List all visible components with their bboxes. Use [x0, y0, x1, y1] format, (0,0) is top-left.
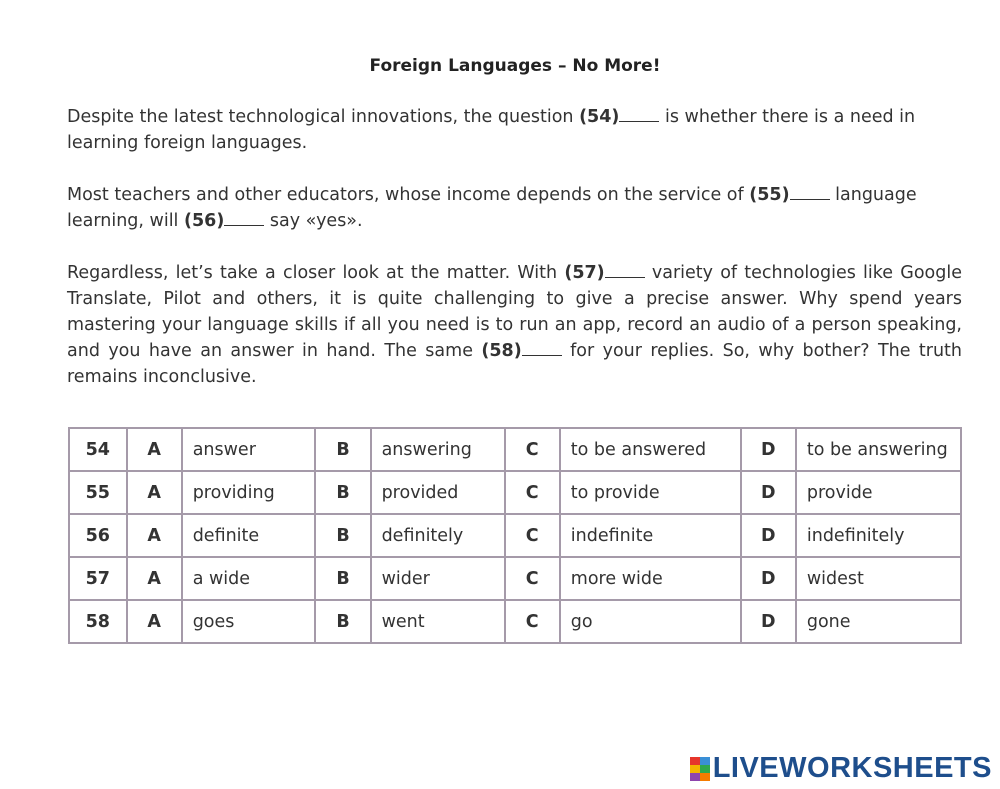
option-letter-c: C [505, 600, 560, 643]
logo-square [700, 765, 710, 773]
option-a[interactable]: providing [182, 471, 316, 514]
option-letter-a: A [127, 471, 182, 514]
question-number: 57 [69, 557, 127, 600]
option-letter-c: C [505, 557, 560, 600]
table-row [69, 600, 961, 643]
paragraph-2-text-after: say «yes». [264, 211, 363, 231]
option-letter-c: C [505, 428, 560, 471]
worksheet-title: Foreign Languages – No More! [369, 56, 661, 76]
option-a[interactable]: answer [182, 428, 316, 471]
option-d[interactable]: widest [796, 557, 961, 600]
option-letter-a: A [127, 600, 182, 643]
logo-square [700, 773, 710, 781]
option-letter-b: B [315, 428, 370, 471]
paragraph-1-text-before: Despite the latest technological innovations, the question [67, 107, 580, 127]
liveworksheets-logo-icon [690, 757, 710, 781]
option-b[interactable]: wider [371, 557, 505, 600]
option-b[interactable]: answering [371, 428, 505, 471]
paragraph-2-text-before: Most teachers and other educators, whose income depends on the service of [67, 185, 750, 205]
option-b[interactable]: went [371, 600, 505, 643]
paragraph-1 [67, 104, 962, 156]
option-c[interactable]: more wide [560, 557, 741, 600]
gap-58-number: (58) [481, 341, 522, 361]
option-letter-d: D [741, 471, 796, 514]
paragraph-2-text-mid: language learning, will [67, 185, 917, 231]
option-d[interactable]: provide [796, 471, 961, 514]
option-letter-a: A [127, 428, 182, 471]
option-letter-a: A [127, 514, 182, 557]
table-row [69, 471, 961, 514]
paragraph-3-text-mid: variety of technologies like Google Translate, Pilot and others, it is quite challenging to give a precise answer. Why spend years mastering your language skills if all you need is to run an app, record an audio of a person speaking, and you have an answer in hand. The same [67, 263, 962, 361]
option-c[interactable]: to be answered [560, 428, 741, 471]
option-letter-c: C [505, 471, 560, 514]
option-letter-b: B [315, 600, 370, 643]
gap-57-number: (57) [564, 263, 605, 283]
gap-56-blank[interactable] [224, 211, 264, 226]
gap-54-number: (54) [579, 107, 620, 127]
option-b[interactable]: provided [371, 471, 505, 514]
liveworksheets-logo [690, 752, 992, 785]
option-d[interactable]: to be answering [796, 428, 961, 471]
options-table [68, 427, 962, 644]
question-number: 56 [69, 514, 127, 557]
option-c[interactable]: indefinite [560, 514, 741, 557]
logo-square [690, 773, 700, 781]
logo-square [690, 757, 700, 765]
table-row [69, 557, 961, 600]
gap-54-blank[interactable] [619, 107, 659, 122]
paragraph-3-text-after: for your replies. So, why bother? The truth remains inconclusive. [67, 341, 963, 387]
gap-55-number: (55) [749, 185, 790, 205]
option-letter-d: D [741, 428, 796, 471]
option-letter-b: B [315, 557, 370, 600]
liveworksheets-logo-text: LIVEWORKSHEETS [712, 752, 992, 784]
option-a[interactable]: definite [182, 514, 316, 557]
question-number: 55 [69, 471, 127, 514]
option-letter-b: B [315, 471, 370, 514]
logo-square [690, 765, 700, 773]
gap-55-blank[interactable] [790, 185, 830, 200]
question-number: 58 [69, 600, 127, 643]
option-letter-d: D [741, 600, 796, 643]
paragraph-3 [67, 260, 962, 390]
option-letter-a: A [127, 557, 182, 600]
paragraph-1-text-after: is whether there is a need in learning foreign languages. [67, 107, 916, 153]
question-number: 54 [69, 428, 127, 471]
gap-57-blank[interactable] [605, 263, 645, 278]
option-letter-d: D [741, 557, 796, 600]
logo-square [700, 757, 710, 765]
option-b[interactable]: definitely [371, 514, 505, 557]
option-letter-d: D [741, 514, 796, 557]
option-letter-b: B [315, 514, 370, 557]
table-row [69, 428, 961, 471]
option-c[interactable]: to provide [560, 471, 741, 514]
option-c[interactable]: go [560, 600, 741, 643]
paragraph-3-text-before: Regardless, let’s take a closer look at the matter. With [67, 263, 565, 283]
option-a[interactable]: goes [182, 600, 316, 643]
gap-58-blank[interactable] [522, 341, 562, 356]
option-d[interactable]: indefinitely [796, 514, 961, 557]
paragraph-2 [67, 182, 962, 234]
gap-56-number: (56) [183, 211, 225, 231]
option-letter-c: C [505, 514, 560, 557]
option-d[interactable]: gone [796, 600, 961, 643]
option-a[interactable]: a wide [182, 557, 316, 600]
table-row [69, 514, 961, 557]
